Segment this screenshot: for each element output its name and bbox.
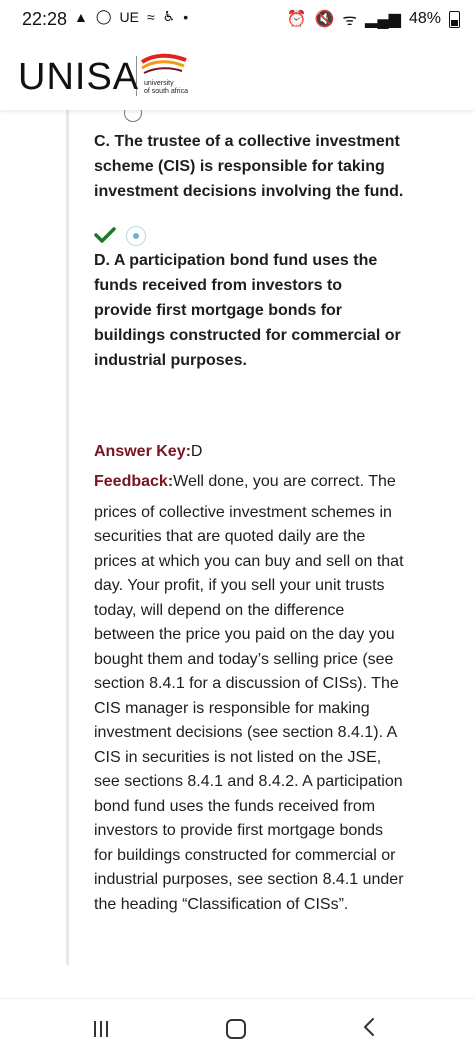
ue-label: UE bbox=[119, 8, 139, 25]
logo-subtitle bbox=[136, 80, 188, 96]
feedback bbox=[94, 470, 406, 917]
warning-icon: ▲ bbox=[74, 8, 88, 25]
logo-text: UNISA bbox=[18, 56, 140, 98]
radio-option-d[interactable] bbox=[126, 226, 146, 246]
alarm-icon: ⏰ bbox=[286, 11, 307, 28]
signal-icon: ▂▄▆ bbox=[365, 11, 401, 28]
whatsapp-icon: ◯ bbox=[95, 8, 112, 24]
answer-key bbox=[94, 440, 202, 464]
battery-percent: 48% bbox=[408, 10, 441, 27]
check-icon bbox=[94, 226, 116, 244]
wifi-icon: ᯤ bbox=[342, 12, 358, 29]
answer-key-value: D bbox=[190, 443, 203, 460]
battery-icon bbox=[449, 11, 460, 28]
feedback-first: Well done, you are correct. The bbox=[173, 473, 396, 490]
card-divider bbox=[66, 110, 69, 965]
feedback-label: Feedback: bbox=[94, 473, 174, 490]
accessibility-icon: ♿ bbox=[162, 8, 176, 24]
signal-extra-icon: ≈ bbox=[146, 8, 155, 25]
system-nav-bar bbox=[0, 998, 474, 1054]
feedback-body: prices of collective investment schemes in securities that are quoted daily are the prices at which you can buy and sell on that day. Your profit, if you sell your unit trusts today, will depend on the difference between the price you paid on the day you bought them and today’s selling price (see section 8.4.1 for a discussion of CISs). The CIS manager is responsible for making investment decisions (see section 8.4.1). A CIS in securities is not listed on the JSE, see sections 8.4.1 and 8.4.2. A participation bond fund uses the funds received from investors to provide first mortgage bonds for buildings constructed for commercial or industrial purposes, see section 8.4.1 under the heading “Classification of CISs”. bbox=[94, 503, 404, 913]
back-icon[interactable] bbox=[362, 1017, 376, 1037]
home-icon[interactable] bbox=[226, 1019, 246, 1039]
status-bar bbox=[0, 0, 474, 38]
dot-icon: • bbox=[183, 8, 189, 25]
option-c-text: C. The trustee of a collective investment scheme (CIS) is responsible for taking investment decisions involving the fund. bbox=[94, 133, 404, 200]
status-notification-icons bbox=[74, 8, 188, 25]
logo-sub-line1: university bbox=[144, 80, 174, 87]
option-d-text: D. A participation bond fund uses the funds received from investors to provide first mortgage bonds for buildings constructed for commercial or industrial purposes. bbox=[94, 252, 401, 369]
app-header bbox=[0, 38, 474, 110]
logo-sub-line2: of south africa bbox=[144, 88, 188, 95]
answer-key-label: Answer Key: bbox=[94, 443, 191, 460]
status-system-icons bbox=[287, 8, 460, 30]
status-time: 22:28 bbox=[22, 9, 68, 29]
recents-icon[interactable] bbox=[94, 1021, 108, 1037]
mute-icon: 🔇 bbox=[314, 11, 335, 28]
